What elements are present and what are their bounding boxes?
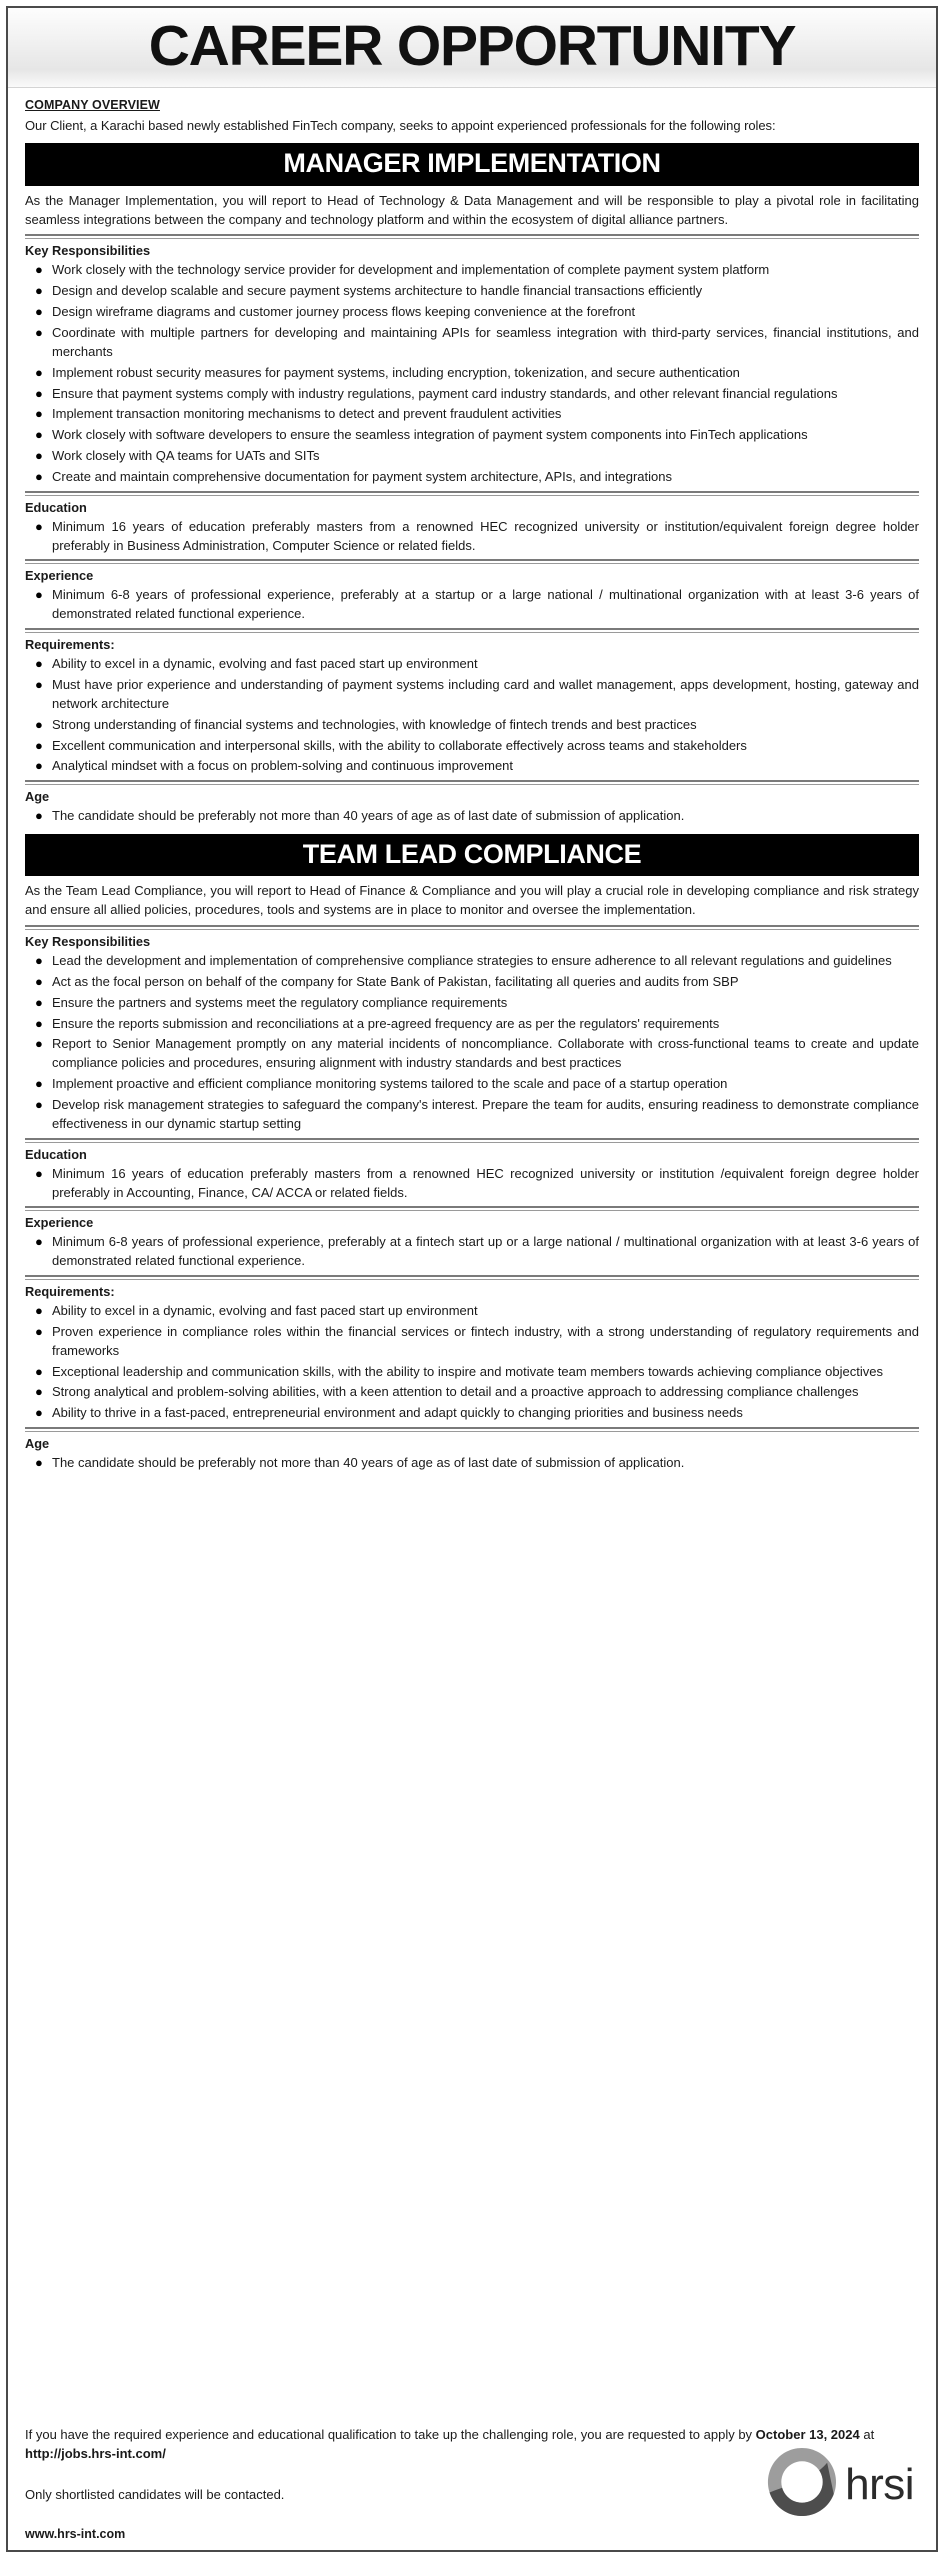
list-item <box>25 1165 919 1203</box>
section-bullet-list <box>25 952 919 1134</box>
hrsi-ring-icon <box>765 2445 839 2524</box>
bullet-icon: ● <box>35 385 43 401</box>
section-heading: Requirements: <box>25 637 115 653</box>
bullet-icon: ● <box>35 427 43 443</box>
list-item-text: Implement robust security measures for payment systems, including encryption, tokenization, and secure authentication <box>52 364 740 380</box>
list-item <box>25 1363 919 1382</box>
list-item <box>25 1075 919 1094</box>
bullet-icon: ● <box>35 448 43 464</box>
list-item <box>25 1383 919 1402</box>
section-heading: Education <box>25 499 87 515</box>
bullet-icon: ● <box>35 518 43 534</box>
list-item-text: The candidate should be preferably not more than 40 years of age as of last date of submission of application. <box>52 808 685 824</box>
role-banner: TEAM LEAD COMPLIANCE <box>25 834 919 876</box>
list-item-text: Report to Senior Management promptly on any material incidents of noncompliance. Collaborate with cross-functional teams to create and update compliance policies and procedures, ensuring alignment with industry standards and best practices <box>52 1036 919 1071</box>
list-item <box>25 1454 919 1473</box>
bullet-icon: ● <box>35 1096 43 1112</box>
list-item-text: Implement transaction monitoring mechanisms to detect and prevent fraudulent activities <box>52 406 562 422</box>
bullet-icon: ● <box>35 716 43 732</box>
section-bullet-list <box>25 586 919 624</box>
ad-footer <box>8 2422 936 2550</box>
list-item-text: Must have prior experience and understanding of payment systems including card and wallet management, apps development, hosting, gateway and network architecture <box>52 676 919 711</box>
section-heading: Requirements: <box>25 1284 115 1300</box>
list-item-text: Implement proactive and efficient compliance monitoring systems tailored to the scale and pace of a startup operation <box>52 1076 728 1092</box>
bullet-icon: ● <box>35 758 43 774</box>
section-heading: Experience <box>25 568 94 584</box>
apply-text-2: at <box>859 2427 875 2442</box>
bullet-icon: ● <box>35 283 43 299</box>
bullet-icon: ● <box>35 953 43 969</box>
list-item-text: Minimum 16 years of education preferably masters from a renowned HEC recognized university or institution/equivalent foreign degree holder preferably in Business Administration, Computer Science or related fields. <box>52 518 919 553</box>
list-item-text: The candidate should be preferably not more than 40 years of age as of last date of submission of application. <box>52 1455 685 1471</box>
list-item <box>25 716 919 735</box>
section-divider <box>25 1138 919 1143</box>
bullet-icon: ● <box>35 737 43 753</box>
bullet-icon: ● <box>35 468 43 484</box>
list-item-text: Minimum 16 years of education preferably masters from a renowned HEC recognized university or institution /equivalent foreign degree holder preferably in Accounting, Finance, CA/ ACCA or related fields. <box>52 1165 919 1200</box>
list-item-text: Minimum 6-8 years of professional experience, preferably at a startup or a large national / multinational organization with at least 3-6 years of demonstrated related functional experience. <box>52 587 919 622</box>
apply-deadline: October 13, 2024 <box>755 2427 860 2442</box>
section-bullet-list <box>25 518 919 556</box>
list-item-text: Proven experience in compliance roles within the financial services or fintech industry, with a strong understanding of regulatory requirements and frameworks <box>52 1323 919 1358</box>
list-item-text: Ability to excel in a dynamic, evolving and fast paced start up environment <box>52 1303 478 1319</box>
list-item <box>25 324 919 362</box>
list-item-text: Ensure the partners and systems meet the regulatory compliance requirements <box>52 994 508 1010</box>
list-item <box>25 973 919 992</box>
section-heading: Experience <box>25 1215 94 1231</box>
list-item-text: Develop risk management strategies to safeguard the company's interest. Prepare the team for audits, ensuring readiness to demonstrate compliance effectiveness in our dynamic startup setting <box>52 1096 919 1131</box>
list-item-text: Excellent communication and interpersonal skills, with the ability to collaborate effectively across teams and stakeholders <box>52 737 747 753</box>
list-item-text: Ensure that payment systems comply with industry regulations, payment card industry standards, and other relevant financial regulations <box>52 385 838 401</box>
section-divider <box>25 1206 919 1211</box>
section-divider <box>25 234 919 239</box>
bullet-icon: ● <box>35 1234 43 1250</box>
section-divider <box>25 628 919 633</box>
apply-text-1: If you have the required experience and educational qualification to take up the challenging role, you are requested to apply by <box>25 2427 756 2442</box>
role-banner: MANAGER IMPLEMENTATION <box>25 143 919 185</box>
apply-url-link[interactable]: http://jobs.hrs-int.com/ <box>25 2445 166 2461</box>
bullet-icon: ● <box>35 304 43 320</box>
list-item <box>25 655 919 674</box>
list-item <box>25 1233 919 1271</box>
list-item-text: Ability to thrive in a fast-paced, entrepreneurial environment and adapt quickly to changing priorities and business needs <box>52 1405 743 1421</box>
list-item <box>25 1096 919 1134</box>
company-overview-label: COMPANY OVERVIEW <box>25 98 160 112</box>
list-item-text: Ability to excel in a dynamic, evolving and fast paced start up environment <box>52 656 478 672</box>
ad-content <box>8 88 936 2422</box>
list-item-text: Strong analytical and problem-solving abilities, with a keen attention to detail and a proactive approach to addressing compliance challenges <box>52 1384 859 1400</box>
section-heading: Age <box>25 789 50 805</box>
list-item <box>25 1323 919 1361</box>
shortlist-note: Only shortlisted candidates will be contacted. <box>25 2486 285 2502</box>
list-item <box>25 757 919 776</box>
bullet-icon: ● <box>35 406 43 422</box>
section-heading: Key Responsibilities <box>25 243 151 259</box>
section-bullet-list <box>25 261 919 486</box>
list-item-text: Work closely with software developers to ensure the seamless integration of payment system components into FinTech applications <box>52 427 808 443</box>
list-item-text: Act as the focal person on behalf of the company for State Bank of Pakistan, facilitating all queries and audits from SBP <box>52 973 739 989</box>
section-divider <box>25 559 919 564</box>
company-overview-text: Our Client, a Karachi based newly established FinTech company, seeks to appoint experienced professionals for the following roles: <box>25 118 776 133</box>
section-bullet-list <box>25 655 919 776</box>
ad-frame <box>6 6 938 2552</box>
list-item-text: Work closely with the technology service provider for development and implementation of complete payment system platform <box>52 262 770 278</box>
roles-container <box>25 143 919 1473</box>
list-item <box>25 586 919 624</box>
bullet-icon: ● <box>35 1015 43 1031</box>
section-divider <box>25 1427 919 1432</box>
bullet-icon: ● <box>35 262 43 278</box>
section-bullet-list <box>25 807 919 826</box>
bullet-icon: ● <box>35 1076 43 1092</box>
company-website[interactable]: www.hrs-int.com <box>25 2526 126 2541</box>
section-bullet-list <box>25 1302 919 1423</box>
section-divider <box>25 1275 919 1280</box>
list-item <box>25 994 919 1013</box>
list-item <box>25 1302 919 1321</box>
section-divider <box>25 925 919 930</box>
bullet-icon: ● <box>35 808 43 824</box>
list-item-text: Strong understanding of financial systems and technologies, with knowledge of fintech trends and best practices <box>52 716 697 732</box>
section-divider <box>25 780 919 785</box>
bullet-icon: ● <box>35 364 43 380</box>
bullet-icon: ● <box>35 1405 43 1421</box>
page-title: CAREER OPPORTUNITY <box>148 14 796 78</box>
bullet-icon: ● <box>35 1165 43 1181</box>
list-item-text: Create and maintain comprehensive documentation for payment system architecture, APIs, and integrations <box>52 468 672 484</box>
bullet-icon: ● <box>35 1455 43 1471</box>
list-item <box>25 737 919 756</box>
list-item <box>25 364 919 383</box>
list-item-text: Coordinate with multiple partners for developing and maintaining APIs for seamless integration with third-party services, financial institutions, and merchants <box>52 325 919 359</box>
list-item-text: Exceptional leadership and communication skills, with the ability to inspire and motivate team members towards achieving compliance objectives <box>52 1363 883 1379</box>
list-item-text: Minimum 6-8 years of professional experience, preferably at a fintech start up or a large national / multinational organization with at least 3-6 years of demonstrated related functional experience. <box>52 1234 919 1269</box>
bullet-icon: ● <box>35 325 43 341</box>
list-item <box>25 807 919 826</box>
list-item <box>25 282 919 301</box>
section-bullet-list <box>25 1233 919 1271</box>
hrsi-wordmark: hrsi <box>845 2459 914 2509</box>
bullet-icon: ● <box>35 1036 43 1052</box>
bullet-icon: ● <box>35 1363 43 1379</box>
section-bullet-list <box>25 1165 919 1203</box>
list-item <box>25 303 919 322</box>
list-item-text: Design wireframe diagrams and customer journey process flows keeping convenience at the forefront <box>52 304 636 320</box>
list-item-text: Lead the development and implementation of comprehensive compliance strategies to ensure adherence to all relevant regulations and guidelines <box>52 953 892 969</box>
bullet-icon: ● <box>35 676 43 692</box>
bullet-icon: ● <box>35 656 43 672</box>
list-item <box>25 385 919 404</box>
section-divider <box>25 491 919 496</box>
hrsi-logo <box>765 2445 914 2524</box>
list-item <box>25 952 919 971</box>
header-band <box>8 8 936 88</box>
list-item-text: Ensure the reports submission and reconciliations at a pre-agreed frequency are as per the regulators' requirements <box>52 1015 720 1031</box>
list-item <box>25 1015 919 1034</box>
bullet-icon: ● <box>35 994 43 1010</box>
section-bullet-list <box>25 1454 919 1473</box>
section-heading: Age <box>25 1436 50 1452</box>
list-item <box>25 468 919 487</box>
section-heading: Education <box>25 1146 87 1162</box>
role-intro: As the Manager Implementation, you will report to Head of Technology & Data Management and will be responsible to play a pivotal role in facilitating seamless integrations between the company and technology platform and within the ecosystem of digital alliance partners. <box>25 192 919 227</box>
bullet-icon: ● <box>35 973 43 989</box>
list-item-text: Analytical mindset with a focus on problem-solving and continuous improvement <box>52 758 514 774</box>
section-heading: Key Responsibilities <box>25 934 151 950</box>
list-item <box>25 1404 919 1423</box>
list-item <box>25 447 919 466</box>
list-item <box>25 518 919 556</box>
list-item-text: Design and develop scalable and secure payment systems architecture to handle financial transactions efficiently <box>52 283 703 299</box>
bullet-icon: ● <box>35 587 43 603</box>
list-item <box>25 1035 919 1073</box>
list-item-text: Work closely with QA teams for UATs and SITs <box>52 448 320 464</box>
list-item <box>25 676 919 714</box>
bullet-icon: ● <box>35 1323 43 1339</box>
list-item <box>25 426 919 445</box>
list-item <box>25 405 919 424</box>
role-intro: As the Team Lead Compliance, you will report to Head of Finance & Compliance and you will play a crucial role in developing compliance and risk strategy and ensure all allied policies, procedures, tools and systems are in place to monitor and oversee the implementation. <box>25 883 919 918</box>
bullet-icon: ● <box>35 1303 43 1319</box>
bullet-icon: ● <box>35 1384 43 1400</box>
list-item <box>25 261 919 280</box>
